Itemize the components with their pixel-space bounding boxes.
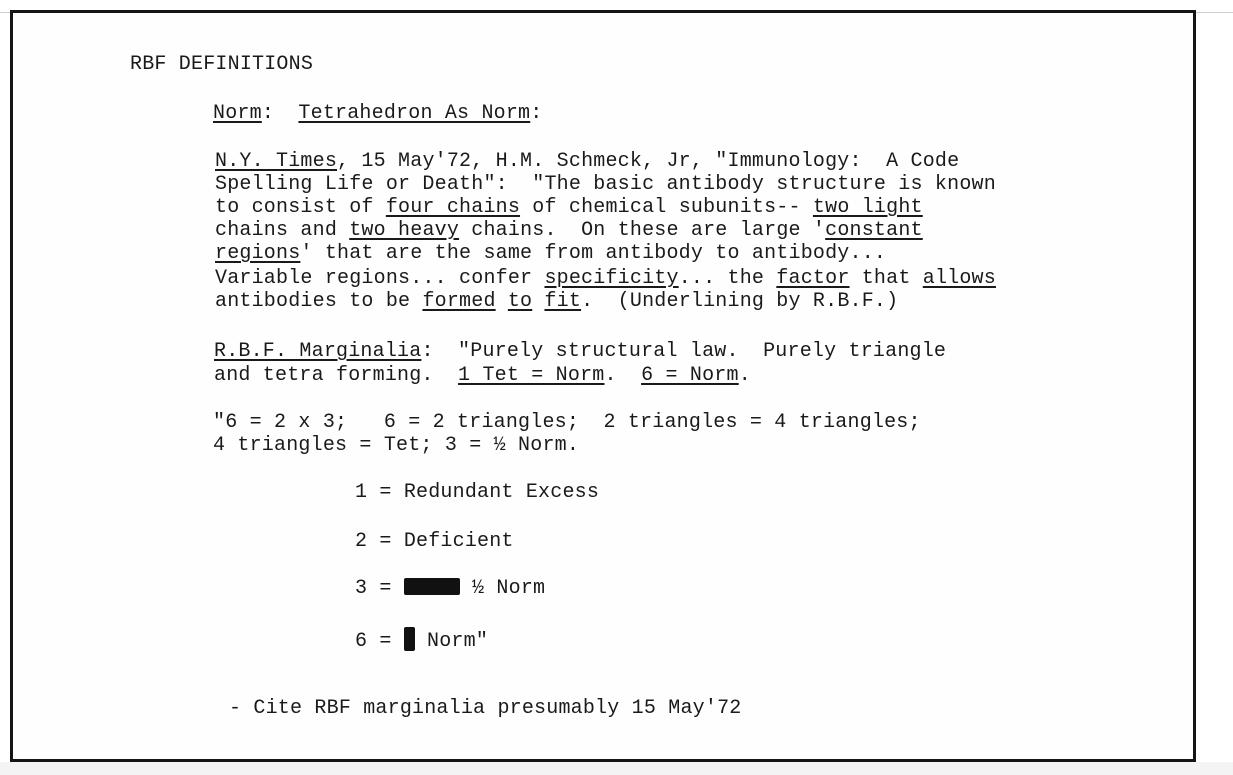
underlined-specificity: specificity [544, 267, 679, 290]
citation-line-3 [215, 197, 923, 219]
list-item-equals: = [367, 630, 404, 653]
list-item-number: 6 [355, 630, 368, 653]
citation-line-4 [215, 220, 923, 242]
list-item-equals: = [367, 481, 404, 504]
list-item [355, 482, 599, 504]
citation-line-6 [215, 268, 996, 290]
document-heading: RBF DEFINITIONS [130, 53, 314, 76]
list-item-number: 2 [355, 530, 368, 553]
marginalia-line-1-rest: : "Purely structural law. Purely triangle [421, 340, 947, 363]
underlined-formed: formed [422, 290, 496, 313]
list-item-equals: = [367, 530, 404, 553]
equations-line-2: 4 triangles = Tet; 3 = ½ Norm. [213, 434, 580, 457]
list-item-equals: = [367, 577, 404, 600]
marginalia-label: R.B.F. Marginalia [214, 340, 422, 363]
subtitle-separator: : [261, 102, 299, 125]
citation-source: N.Y. Times [215, 150, 338, 173]
underlined-to: to [507, 290, 533, 313]
marginalia-line-1 [214, 341, 946, 363]
citation-line-6-a: Variable regions... confer [215, 267, 545, 290]
footer-note: - Cite RBF marginalia presumably 15 May'72 [229, 697, 742, 720]
citation-line-4-b: chains. On these are large ' [459, 219, 826, 242]
underlined-six-norm: 6 = Norm [641, 364, 739, 387]
citation-line-7-space-2 [532, 290, 544, 313]
citation-line-5-b: ' that are the same from antibody to antibody... [300, 242, 887, 265]
underlined-four-chains: four chains [385, 196, 521, 219]
list-item-text: Norm" [414, 630, 489, 653]
citation-line-6-b: ... the [678, 267, 777, 290]
list-item [355, 531, 514, 553]
underlined-two-light: two light [812, 196, 923, 219]
list-item-number: 1 [355, 481, 368, 504]
underlined-two-heavy: two heavy [349, 219, 460, 242]
subtitle-line [213, 103, 542, 125]
citation-line-4-a: chains and [215, 219, 350, 242]
page-bottom-edge [0, 762, 1233, 775]
underlined-factor: factor [776, 267, 850, 290]
citation-line-7-space-1 [496, 290, 508, 313]
underlined-fit: fit [544, 290, 582, 313]
list-item [355, 578, 545, 600]
underlined-allows: allows [922, 267, 996, 290]
citation-line-2: Spelling Life or Death": "The basic antibody structure is known [215, 173, 996, 196]
list-item-text: ½ Norm [459, 577, 546, 600]
citation-line-1 [215, 151, 959, 173]
citation-line-3-b: of chemical subunits-- [520, 196, 813, 219]
equations-line-1: "6 = 2 x 3; 6 = 2 triangles; 2 triangles = 4 triangles; [213, 411, 921, 434]
list-item-number: 3 [355, 577, 368, 600]
citation-line-6-c: that [849, 267, 923, 290]
underlined-tet-norm: 1 Tet = Norm [458, 364, 605, 387]
marginalia-line-2-b: . [604, 364, 642, 387]
list-item-text: Deficient [403, 530, 514, 553]
redaction-mark [404, 627, 415, 651]
citation-line-7 [215, 291, 898, 313]
citation-line-7-b: . (Underlining by R.B.F.) [581, 290, 899, 313]
marginalia-line-2 [214, 365, 751, 387]
citation-line-3-a: to consist of [215, 196, 386, 219]
marginalia-line-2-a: and tetra forming. [214, 364, 459, 387]
redaction-mark [404, 578, 460, 595]
marginalia-line-2-c: . [738, 364, 751, 387]
subtitle-topic: Tetrahedron As Norm [298, 102, 531, 125]
list-item [355, 627, 488, 653]
citation-line-7-a: antibodies to be [215, 290, 423, 313]
list-item-text: Redundant Excess [403, 481, 600, 504]
citation-line-1-rest: , 15 May'72, H.M. Schmeck, Jr, "Immunology: A Code [337, 150, 960, 173]
underlined-regions: regions [215, 242, 301, 265]
underlined-constant: constant [825, 219, 923, 242]
subtitle-end: : [530, 102, 543, 125]
citation-line-5 [215, 243, 886, 265]
subtitle-term: Norm [213, 102, 262, 125]
